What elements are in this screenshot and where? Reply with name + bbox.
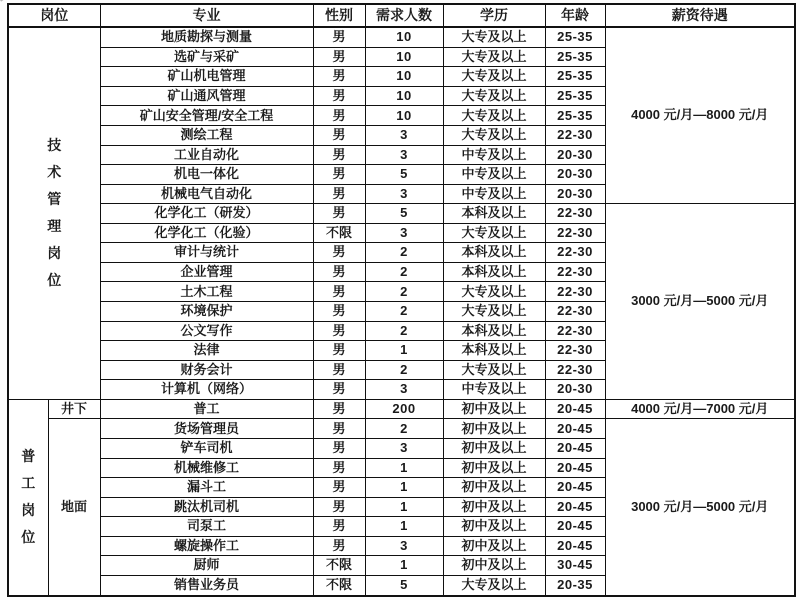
cell-age: 22-30 xyxy=(545,282,605,302)
cell-gender: 男 xyxy=(313,243,365,263)
cell-major: 财务会计 xyxy=(100,360,313,380)
cell-major: 矿山安全管理/安全工程 xyxy=(100,106,313,126)
cell-gender: 男 xyxy=(313,184,365,204)
cell-education: 初中及以上 xyxy=(443,478,545,498)
cell-count: 2 xyxy=(365,243,443,263)
cell-major: 机械电气自动化 xyxy=(100,184,313,204)
cell-salary-underground: 4000 元/月—7000 元/月 xyxy=(605,399,795,419)
cell-count: 10 xyxy=(365,27,443,47)
header-major: 专业 xyxy=(100,4,313,27)
cell-gender: 男 xyxy=(313,262,365,282)
cell-major: 普工 xyxy=(100,399,313,419)
cell-age: 25-35 xyxy=(545,27,605,47)
cell-major: 企业管理 xyxy=(100,262,313,282)
cell-age: 20-30 xyxy=(545,165,605,185)
cell-count: 2 xyxy=(365,262,443,282)
cell-major: 公文写作 xyxy=(100,321,313,341)
cell-gender: 男 xyxy=(313,67,365,87)
cell-major: 厨师 xyxy=(100,556,313,576)
cell-major: 漏斗工 xyxy=(100,478,313,498)
cell-gender: 男 xyxy=(313,302,365,322)
section-label-tech xyxy=(8,27,100,399)
cell-education: 大专及以上 xyxy=(443,223,545,243)
cell-age: 20-45 xyxy=(545,458,605,478)
table-row xyxy=(8,204,795,224)
section-label-general xyxy=(8,399,48,596)
cell-age: 22-30 xyxy=(545,223,605,243)
cell-gender: 男 xyxy=(313,125,365,145)
cell-gender: 男 xyxy=(313,145,365,165)
cell-major: 化学化工（化验） xyxy=(100,223,313,243)
cell-education: 本科及以上 xyxy=(443,243,545,263)
header-age: 年龄 xyxy=(545,4,605,27)
cell-education: 初中及以上 xyxy=(443,399,545,419)
cell-count: 2 xyxy=(365,302,443,322)
cell-major: 测绘工程 xyxy=(100,125,313,145)
cell-count: 3 xyxy=(365,125,443,145)
cell-count: 10 xyxy=(365,106,443,126)
cell-gender: 男 xyxy=(313,380,365,400)
subsection-label-underground: 井下 xyxy=(48,399,100,419)
cell-major: 选矿与采矿 xyxy=(100,47,313,67)
cell-count: 10 xyxy=(365,47,443,67)
cell-education: 中专及以上 xyxy=(443,145,545,165)
cell-major: 环境保护 xyxy=(100,302,313,322)
cell-age: 25-35 xyxy=(545,47,605,67)
cell-major: 地质勘探与测量 xyxy=(100,27,313,47)
cell-gender: 男 xyxy=(313,86,365,106)
cell-age: 20-45 xyxy=(545,517,605,537)
cell-gender: 男 xyxy=(313,478,365,498)
cell-age: 20-45 xyxy=(545,419,605,439)
cell-age: 22-30 xyxy=(545,302,605,322)
cell-gender: 男 xyxy=(313,458,365,478)
subsection-label-surface: 地面 xyxy=(48,419,100,596)
cell-gender: 男 xyxy=(313,204,365,224)
cell-major: 货场管理员 xyxy=(100,419,313,439)
cell-education: 初中及以上 xyxy=(443,419,545,439)
cell-education: 大专及以上 xyxy=(443,67,545,87)
cell-major: 螺旋操作工 xyxy=(100,536,313,556)
cell-major: 司泵工 xyxy=(100,517,313,537)
cell-age: 30-45 xyxy=(545,556,605,576)
cell-count: 5 xyxy=(365,575,443,596)
cell-education: 本科及以上 xyxy=(443,262,545,282)
cell-age: 22-30 xyxy=(545,243,605,263)
cell-education: 大专及以上 xyxy=(443,282,545,302)
cell-education: 初中及以上 xyxy=(443,556,545,576)
section-label-general-text: 普工岗位 xyxy=(21,448,36,546)
cell-education: 本科及以上 xyxy=(443,321,545,341)
cell-major: 矿山机电管理 xyxy=(100,67,313,87)
table-row xyxy=(8,27,795,47)
cell-education: 大专及以上 xyxy=(443,125,545,145)
cell-age: 20-45 xyxy=(545,399,605,419)
cell-count: 2 xyxy=(365,360,443,380)
cell-gender: 男 xyxy=(313,536,365,556)
cell-major: 跳汰机司机 xyxy=(100,497,313,517)
header-count: 需求人数 xyxy=(365,4,443,27)
cell-major: 销售业务员 xyxy=(100,575,313,596)
header-position: 岗位 xyxy=(8,4,100,27)
cell-gender: 男 xyxy=(313,341,365,361)
cell-major: 机电一体化 xyxy=(100,165,313,185)
cell-age: 22-30 xyxy=(545,360,605,380)
section-label-tech-text: 技术管理岗位 xyxy=(47,137,62,289)
cell-age: 25-35 xyxy=(545,67,605,87)
cell-count: 1 xyxy=(365,478,443,498)
cell-gender: 不限 xyxy=(313,223,365,243)
cell-age: 22-30 xyxy=(545,321,605,341)
cell-education: 本科及以上 xyxy=(443,341,545,361)
cell-count: 2 xyxy=(365,282,443,302)
cell-gender: 男 xyxy=(313,106,365,126)
cell-education: 大专及以上 xyxy=(443,106,545,126)
cell-education: 大专及以上 xyxy=(443,360,545,380)
cell-gender: 男 xyxy=(313,517,365,537)
table-header-row xyxy=(8,4,795,27)
cell-major: 计算机（网络） xyxy=(100,380,313,400)
cell-count: 1 xyxy=(365,556,443,576)
cell-major: 化学化工（研发） xyxy=(100,204,313,224)
recruitment-table xyxy=(7,3,796,597)
cell-age: 20-30 xyxy=(545,380,605,400)
cell-education: 初中及以上 xyxy=(443,536,545,556)
cell-salary-tech-1: 4000 元/月—8000 元/月 xyxy=(605,27,795,204)
header-gender: 性别 xyxy=(313,4,365,27)
cell-age: 20-35 xyxy=(545,575,605,596)
cell-count: 200 xyxy=(365,399,443,419)
cell-age: 20-30 xyxy=(545,184,605,204)
cell-education: 中专及以上 xyxy=(443,165,545,185)
cell-major: 审计与统计 xyxy=(100,243,313,263)
cell-gender: 男 xyxy=(313,497,365,517)
cell-gender: 男 xyxy=(313,165,365,185)
cell-major: 工业自动化 xyxy=(100,145,313,165)
cell-count: 3 xyxy=(365,223,443,243)
cell-age: 20-45 xyxy=(545,497,605,517)
cell-major: 矿山通风管理 xyxy=(100,86,313,106)
cell-education: 大专及以上 xyxy=(443,86,545,106)
cell-gender: 男 xyxy=(313,282,365,302)
cell-education: 大专及以上 xyxy=(443,27,545,47)
cell-education: 中专及以上 xyxy=(443,184,545,204)
cell-major: 铲车司机 xyxy=(100,438,313,458)
cell-education: 初中及以上 xyxy=(443,497,545,517)
cell-gender: 男 xyxy=(313,399,365,419)
cell-age: 25-35 xyxy=(545,106,605,126)
cell-gender: 男 xyxy=(313,360,365,380)
cell-gender: 男 xyxy=(313,47,365,67)
cell-education: 初中及以上 xyxy=(443,438,545,458)
cell-gender: 不限 xyxy=(313,556,365,576)
cell-education: 本科及以上 xyxy=(443,204,545,224)
cell-count: 10 xyxy=(365,67,443,87)
cell-education: 大专及以上 xyxy=(443,47,545,67)
cell-age: 20-30 xyxy=(545,145,605,165)
cell-major: 机械维修工 xyxy=(100,458,313,478)
cell-education: 大专及以上 xyxy=(443,575,545,596)
cell-count: 2 xyxy=(365,419,443,439)
cell-count: 10 xyxy=(365,86,443,106)
cell-education: 中专及以上 xyxy=(443,380,545,400)
cell-count: 1 xyxy=(365,458,443,478)
cell-count: 5 xyxy=(365,204,443,224)
cell-count: 1 xyxy=(365,497,443,517)
cell-count: 3 xyxy=(365,438,443,458)
cell-gender: 男 xyxy=(313,419,365,439)
cell-count: 3 xyxy=(365,145,443,165)
cell-count: 3 xyxy=(365,380,443,400)
cell-education: 大专及以上 xyxy=(443,302,545,322)
cell-education: 初中及以上 xyxy=(443,458,545,478)
cell-salary-surface: 3000 元/月—5000 元/月 xyxy=(605,419,795,596)
cell-age: 22-30 xyxy=(545,125,605,145)
table-row xyxy=(8,419,795,439)
cell-age: 22-30 xyxy=(545,262,605,282)
cell-age: 25-35 xyxy=(545,86,605,106)
cell-gender: 男 xyxy=(313,321,365,341)
cell-education: 初中及以上 xyxy=(443,517,545,537)
cell-gender: 不限 xyxy=(313,575,365,596)
cell-age: 20-45 xyxy=(545,536,605,556)
cell-age: 20-45 xyxy=(545,478,605,498)
cell-age: 22-30 xyxy=(545,341,605,361)
cell-age: 20-45 xyxy=(545,438,605,458)
cell-count: 1 xyxy=(365,341,443,361)
cell-count: 5 xyxy=(365,165,443,185)
cell-gender: 男 xyxy=(313,438,365,458)
cell-count: 3 xyxy=(365,536,443,556)
cell-count: 3 xyxy=(365,184,443,204)
cell-major: 土木工程 xyxy=(100,282,313,302)
cell-count: 2 xyxy=(365,321,443,341)
cell-gender: 男 xyxy=(313,27,365,47)
cell-count: 1 xyxy=(365,517,443,537)
cell-age: 22-30 xyxy=(545,204,605,224)
cell-salary-tech-2: 3000 元/月—5000 元/月 xyxy=(605,204,795,400)
table-row xyxy=(8,399,795,419)
header-salary: 薪资待遇 xyxy=(605,4,795,27)
cell-major: 法律 xyxy=(100,341,313,361)
header-education: 学历 xyxy=(443,4,545,27)
